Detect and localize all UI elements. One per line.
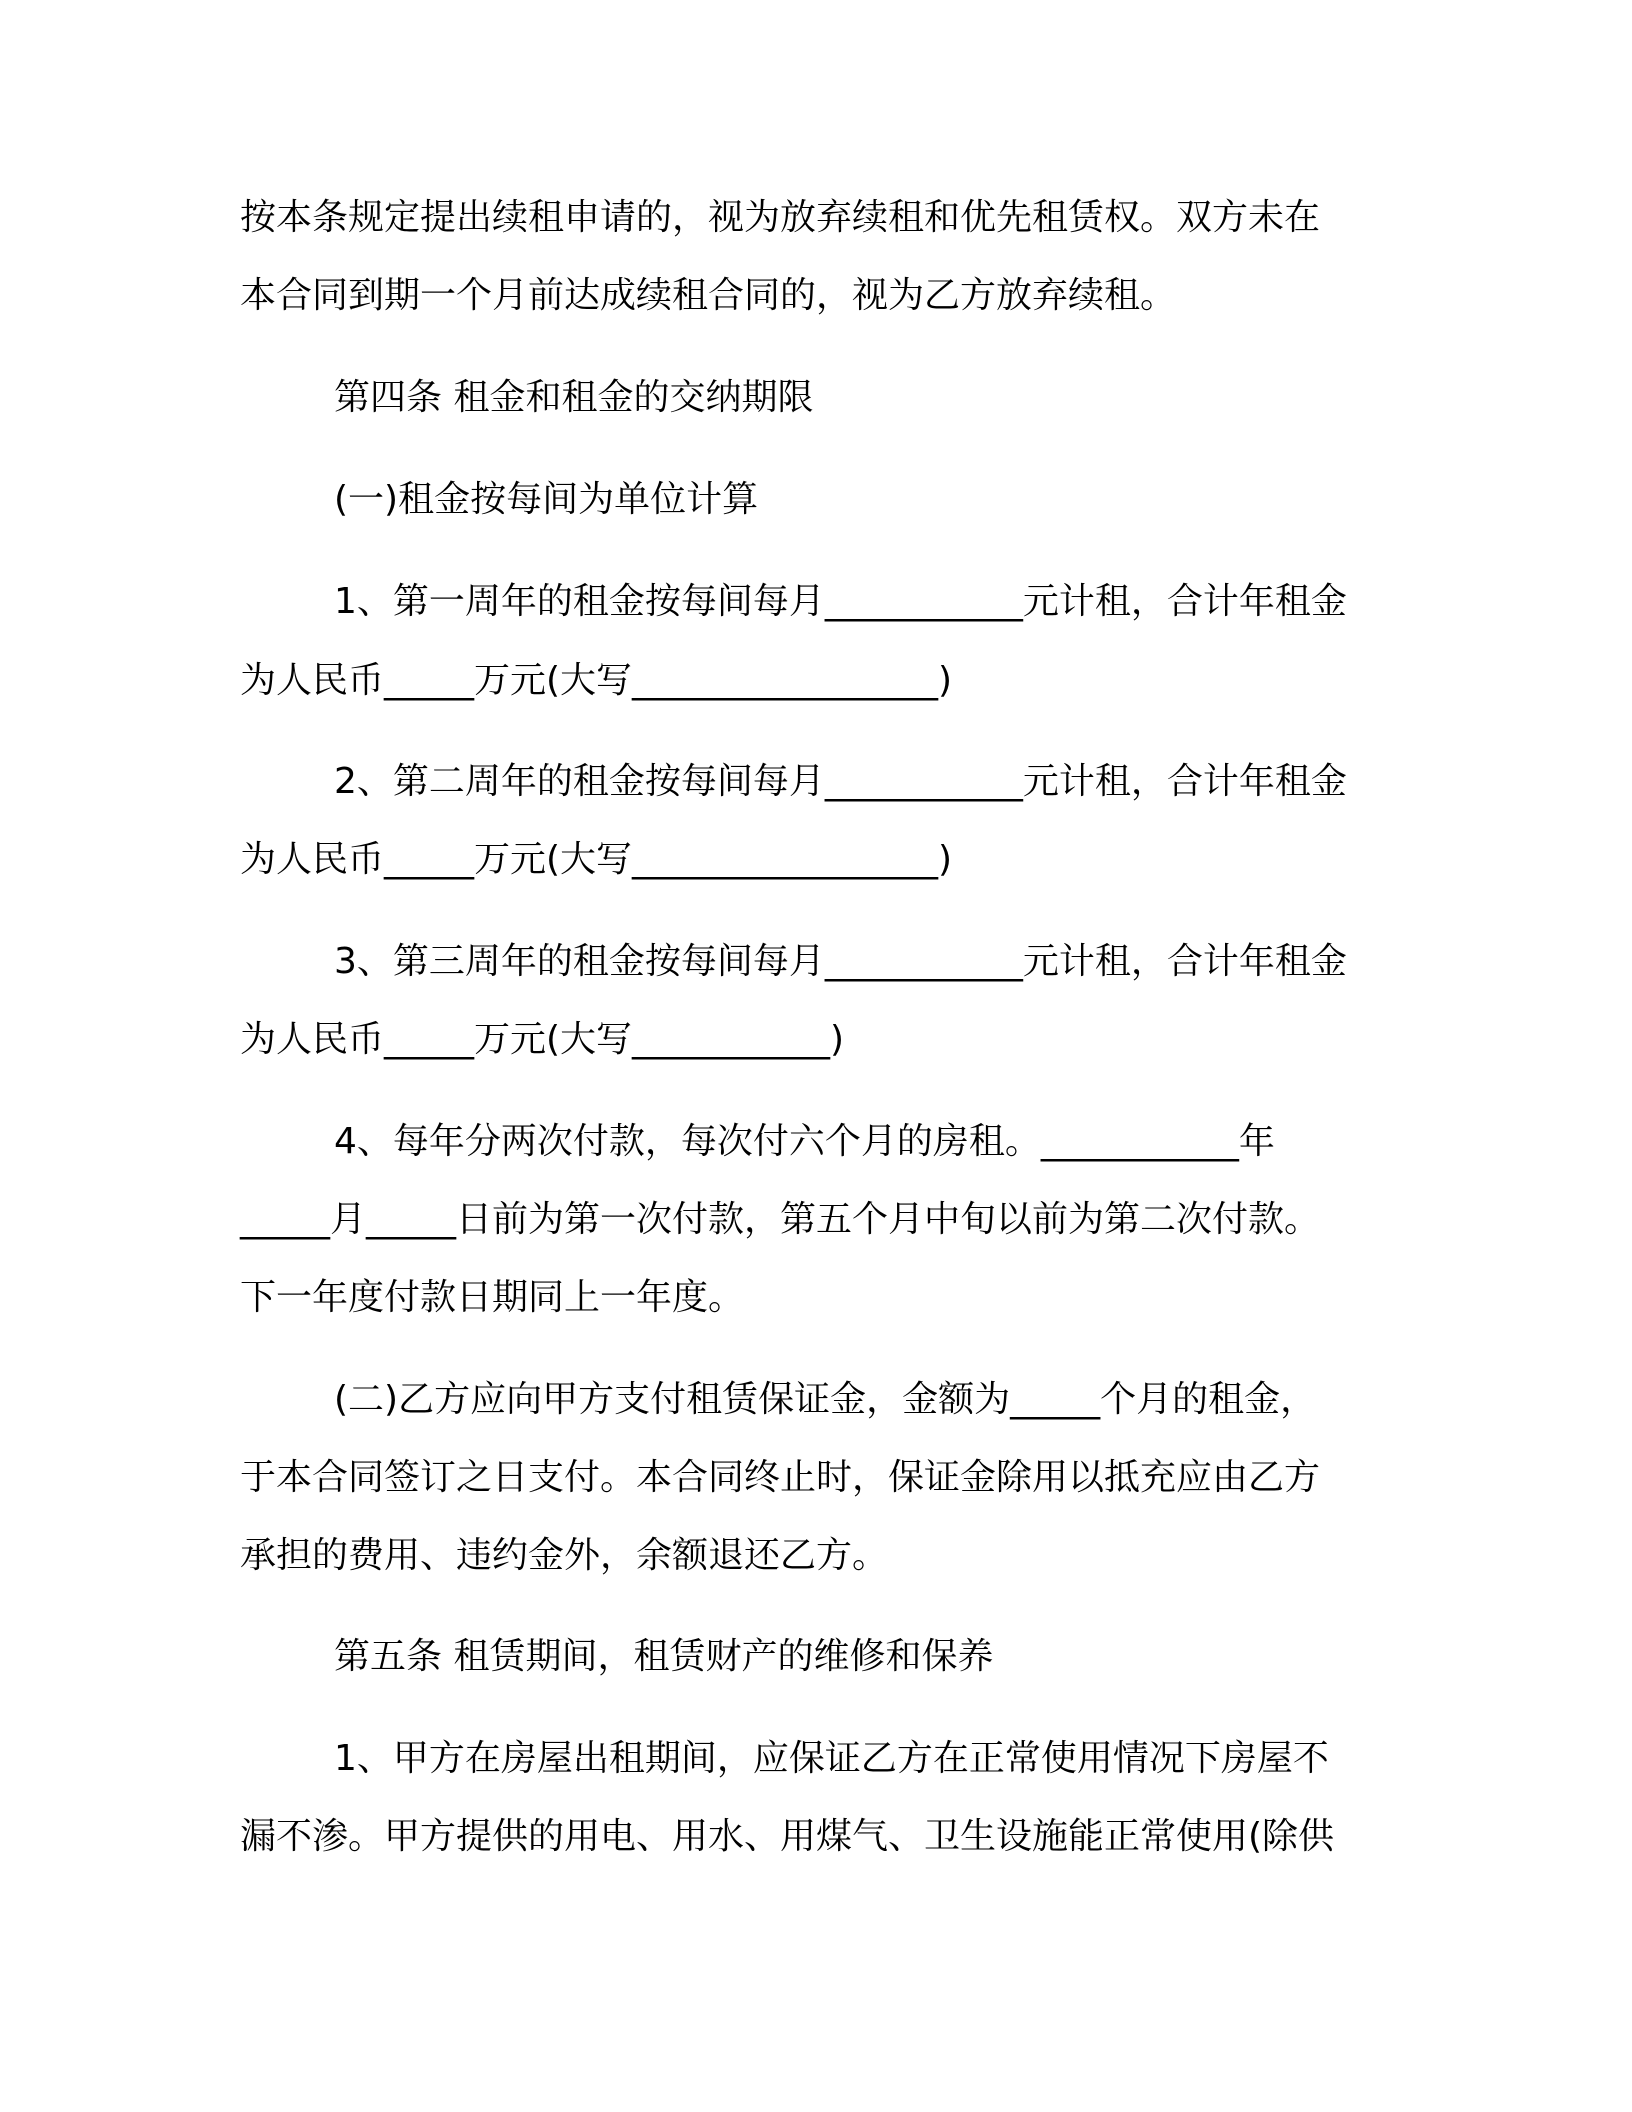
text-line: 4、每年分两次付款，每次付六个月的房租。___________年	[334, 1121, 1275, 1162]
section-heading: 第五条 租赁期间，租赁财产的维修和保养	[334, 1636, 994, 1677]
section-heading: 第四条 租金和租金的交纳期限	[334, 377, 814, 418]
text-line: 按本条规定提出续租申请的，视为放弃续租和优先租赁权。双方未在	[240, 197, 1321, 238]
text-line: 本合同到期一个月前达成续租合同的，视为乙方放弃续租。	[240, 275, 1177, 316]
text-line: 承担的费用、违约金外，余额退还乙方。	[240, 1535, 889, 1576]
text-line: (二)乙方应向甲方支付租赁保证金，金额为_____个月的租金，	[334, 1379, 1317, 1420]
text-line: 1、第一周年的租金按每间每月___________元计租，合计年租金	[334, 581, 1347, 622]
text-line: 漏不渗。甲方提供的用电、用水、用煤气、卫生设施能正常使用(除供	[240, 1816, 1335, 1857]
text-line: 下一年度付款日期同上一年度。	[240, 1277, 745, 1318]
text-line: 于本合同签订之日支付。本合同终止时，保证金除用以抵充应由乙方	[240, 1457, 1321, 1498]
text-line: _____月_____日前为第一次付款，第五个月中旬以前为第二次付款。	[240, 1199, 1321, 1240]
text-line: 1、甲方在房屋出租期间，应保证乙方在正常使用情况下房屋不	[334, 1738, 1329, 1779]
subsection-heading: (一)租金按每间为单位计算	[334, 479, 759, 520]
text-line: 2、第二周年的租金按每间每月___________元计租，合计年租金	[334, 761, 1347, 802]
text-line: 3、第三周年的租金按每间每月___________元计租，合计年租金	[334, 941, 1347, 982]
text-line: 为人民币_____万元(大写_________________)	[240, 839, 953, 880]
text-line: 为人民币_____万元(大写___________)	[240, 1019, 845, 1060]
text-line: 为人民币_____万元(大写_________________)	[240, 660, 953, 701]
